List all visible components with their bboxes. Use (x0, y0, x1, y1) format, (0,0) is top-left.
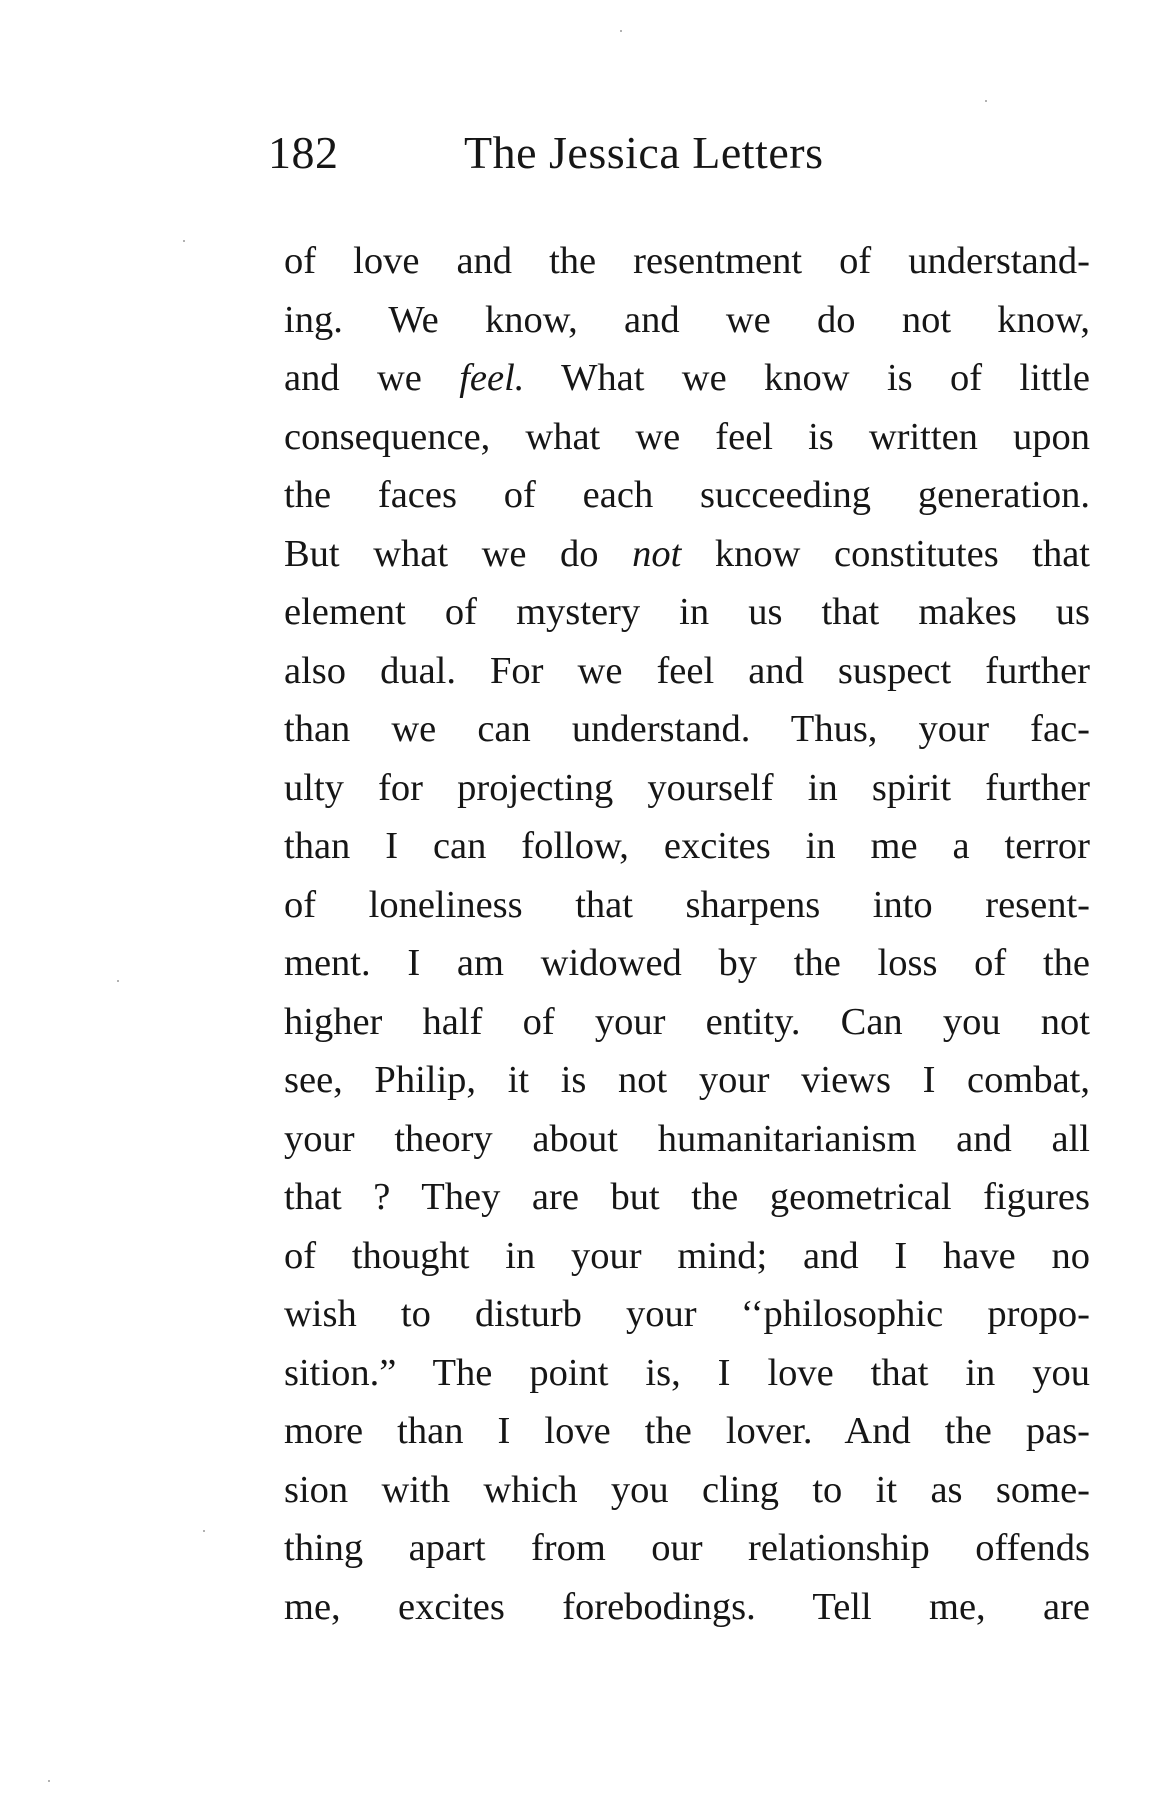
italic-word: feel. (459, 357, 525, 399)
text-line (284, 525, 1090, 584)
text-line: consequence, what we feel is written upon (284, 415, 1090, 458)
scan-speck (117, 980, 119, 982)
text-line: ulty for projecting yourself in spirit further (284, 766, 1090, 809)
scan-speck (48, 1780, 50, 1782)
text-line: the faces of each succeeding generation. (284, 474, 1090, 516)
scan-speck (203, 1530, 205, 1532)
text-line: more than I love the lover. And the pas- (284, 1410, 1090, 1452)
text-run: know constitutes that (681, 532, 1090, 575)
text-line: of loneliness that sharpens into resent- (284, 883, 1090, 926)
text-line: than I can follow, excites in me a terror (284, 825, 1090, 867)
scan-speck (985, 100, 987, 102)
text-line: that ? They are but the geometrical figures (284, 1176, 1090, 1218)
text-line: see, Philip, it is not your views I combat, (284, 1059, 1090, 1101)
text-line: of love and the resentment of understand- (284, 240, 1090, 282)
running-title: The Jessica Letters (464, 127, 824, 178)
text-line: higher half of your entity. Can you not (284, 1000, 1090, 1043)
text-line: also dual. For we feel and suspect further (284, 649, 1090, 692)
text-line: sion with which you cling to it as some- (284, 1468, 1090, 1511)
scan-speck (620, 30, 622, 32)
text-line: element of mystery in us that makes us (284, 591, 1090, 633)
text-run: But what we do (284, 532, 633, 575)
scan-speck (183, 240, 185, 242)
text-line: ment. I am widowed by the loss of the (284, 942, 1090, 984)
text-line: ing. We know, and we do not know, (284, 298, 1090, 341)
text-line: of thought in your mind; and I have no (284, 1234, 1090, 1277)
body-text (284, 232, 1090, 1636)
text-line: sition.” The point is, I love that in you (284, 1351, 1090, 1394)
text-line: your theory about humanitarianism and all (284, 1117, 1090, 1160)
text-line: thing apart from our relationship offends (284, 1527, 1090, 1569)
text-run: What we know is of little (524, 357, 1090, 399)
page-header (268, 118, 908, 188)
text-line: wish to disturb your ‘‘philosophic propo- (284, 1293, 1090, 1335)
text-line: me, excites forebodings. Tell me, are (284, 1585, 1090, 1628)
text-line (284, 349, 1090, 408)
italic-word: not (632, 532, 682, 575)
text-run: and we (284, 357, 460, 399)
text-line: than we can understand. Thus, your fac- (284, 708, 1090, 750)
page-number: 182 (268, 127, 339, 178)
